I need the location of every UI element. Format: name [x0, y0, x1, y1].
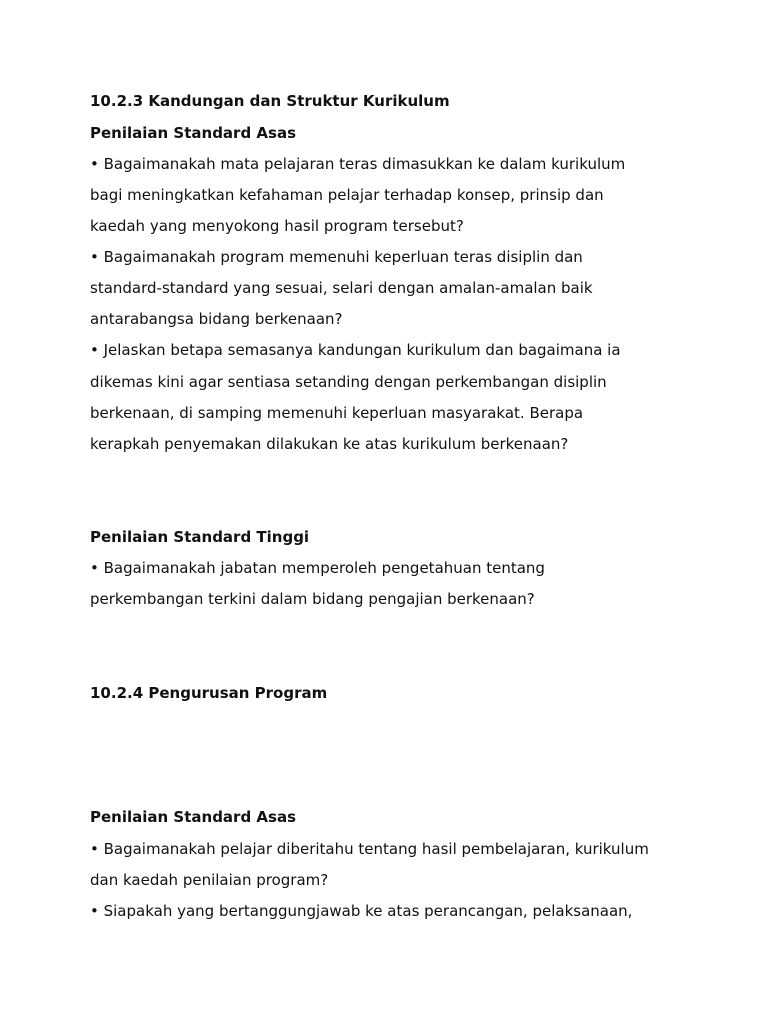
paragraph-line: dikemas kini agar sentiasa setanding dengan perkembangan disiplin: [90, 373, 607, 391]
paragraph-line: • Bagaimanakah pelajar diberitahu tentang hasil pembelajaran, kurikulum: [90, 840, 649, 858]
paragraph-line: dan kaedah penilaian program?: [90, 871, 329, 889]
subsection-title-asas: Penilaian Standard Asas: [90, 124, 296, 142]
paragraph-line: kaedah yang menyokong hasil program tersebut?: [90, 217, 464, 235]
section-heading-10-2-3: 10.2.3 Kandungan dan Struktur Kurikulum: [90, 92, 450, 110]
paragraph-line: • Siapakah yang bertanggungjawab ke atas perancangan, pelaksanaan,: [90, 902, 633, 920]
paragraph-line: kerapkah penyemakan dilakukan ke atas kurikulum berkenaan?: [90, 435, 569, 453]
section-heading-10-2-4: 10.2.4 Pengurusan Program: [90, 684, 328, 702]
paragraph-line: standard-standard yang sesuai, selari dengan amalan-amalan baik: [90, 279, 593, 297]
paragraph-line: • Bagaimanakah jabatan memperoleh pengetahuan tentang: [90, 559, 545, 577]
paragraph-line: bagi meningkatkan kefahaman pelajar terhadap konsep, prinsip dan: [90, 186, 604, 204]
paragraph-line: antarabangsa bidang berkenaan?: [90, 310, 343, 328]
subsection-title-tinggi: Penilaian Standard Tinggi: [90, 528, 310, 546]
paragraph-line: • Bagaimanakah mata pelajaran teras dimasukkan ke dalam kurikulum: [90, 155, 626, 173]
paragraph-line: • Jelaskan betapa semasanya kandungan kurikulum dan bagaimana ia: [90, 341, 621, 359]
paragraph-line: perkembangan terkini dalam bidang pengajian berkenaan?: [90, 590, 535, 608]
paragraph-line: berkenaan, di samping memenuhi keperluan masyarakat. Berapa: [90, 404, 584, 422]
paragraph-line: • Bagaimanakah program memenuhi keperluan teras disiplin dan: [90, 248, 583, 266]
subsection-title-asas-2: Penilaian Standard Asas: [90, 808, 296, 826]
